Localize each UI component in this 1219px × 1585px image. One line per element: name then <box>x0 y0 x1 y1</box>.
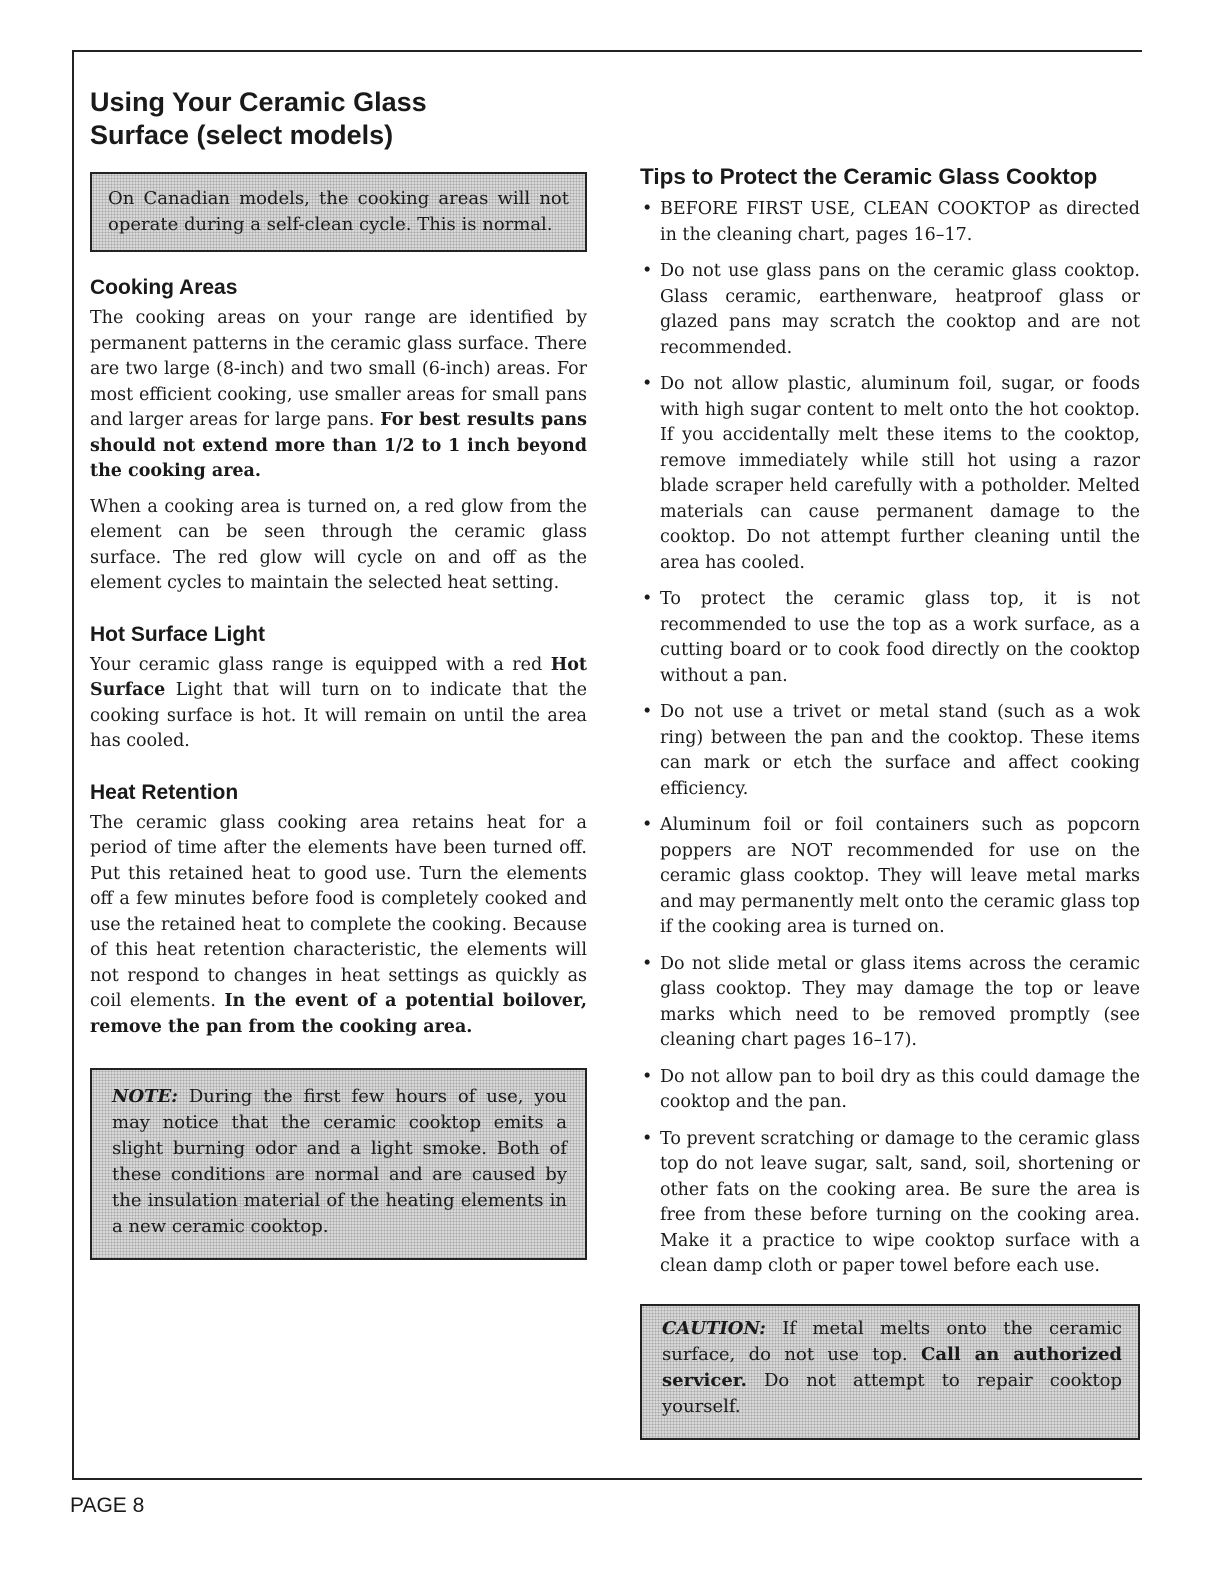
bullet-icon: • <box>642 1066 653 1087</box>
tips-list <box>640 197 1140 1280</box>
tips-heading: Tips to Protect the Ceramic Glass Cooktop <box>640 164 1098 189</box>
bullet-icon: • <box>642 261 653 281</box>
tip-item <box>640 587 1140 689</box>
tip-item <box>640 259 1140 361</box>
cooking-areas-bold-text: For best results pans should not extend more than 1/2 to 1 inch beyond the cooking area. <box>90 410 587 481</box>
hot-surface-bold: Hot Surface <box>90 654 587 700</box>
tip-text: Do not allow plastic, aluminum foil, sugar, or foods with high sugar content to melt onto the hot cooktop. If you accidentally melt these items to the cooktop, remove immediately while still hot using a razor blade scraper held carefully with a potholder. Melted materials can cause permanent damage to the cooktop. Do not attempt further cleaning until the area has cooled. <box>660 374 1140 573</box>
tip-item <box>640 813 1140 941</box>
heat-retention-text: The ceramic glass cooking area retains heat for a period of time after the elements have been turned off. Put this retained heat to good use. Turn the elements off a few minutes before food is completely cooked and use the retained heat to complete the cooking. Because of this heat retention characteristic, the elements will not respond to changes in heat settings as quickly as coil elements. <box>90 812 587 1011</box>
bullet-icon: • <box>642 953 653 974</box>
tip-text: Do not allow pan to boil dry as this could damage the cooktop and the pan. <box>660 1066 1140 1112</box>
note-label: NOTE: <box>112 1086 178 1107</box>
page-number: PAGE 8 <box>70 1494 145 1517</box>
cooking-areas-paragraph <box>90 306 587 485</box>
canadian-note-box <box>90 172 587 252</box>
tip-text: To prevent scratching or damage to the ceramic glass top do not leave sugar, salt, sand, soil, shortening or other fats on the cooking area. Be sure the area is free from these before turning on the cooking area. Make it a practice to wipe cooktop surface with a clean damp cloth or paper towel before each use. <box>660 1128 1140 1276</box>
tip-text: To protect the ceramic glass top, it is not recommended to use the top as a work surface, as a cutting board or to cook food directly on the cooktop without a pan. <box>660 589 1140 686</box>
tip-item <box>640 372 1140 576</box>
caution-box <box>640 1304 1140 1440</box>
bullet-icon: • <box>642 702 653 722</box>
caution-text-b: Do not attempt to repair cooktop yourself. <box>662 1369 1122 1417</box>
cooking-areas-text: The cooking areas on your range are identified by permanent patterns in the ceramic glass surface. There are two large (8-inch) and two small (6-inch) areas. For most efficient cooking, use smaller areas for small pans and larger areas for large pans. <box>90 308 587 430</box>
page-title: Using Your Ceramic Glass Surface (select models) <box>90 87 427 150</box>
heat-retention-heading: Heat Retention <box>90 780 239 804</box>
bullet-icon: • <box>642 374 653 394</box>
hot-surface-paragraph <box>90 653 587 755</box>
left-column <box>90 86 587 1282</box>
tip-item <box>640 700 1140 802</box>
bullet-icon: • <box>642 1128 653 1149</box>
tip-text: Do not slide metal or glass items across the ceramic glass cooktop. They may damage the top or leave marks which need to be removed promptly (see cleaning chart pages 16–17). <box>660 953 1140 1050</box>
note-box <box>90 1068 587 1260</box>
tip-item <box>640 197 1140 248</box>
bottom-rule <box>72 1478 1142 1480</box>
tip-item <box>640 952 1140 1054</box>
caution-bold: Call an authorized servicer. <box>662 1343 1122 1391</box>
right-column <box>640 162 1140 1462</box>
left-rule <box>72 50 74 1480</box>
caution-label: CAUTION: <box>662 1317 766 1339</box>
hot-surface-text-b: Light that will turn on to indicate that the cooking surface is hot. It will remain on until the area has cooled. <box>90 680 587 751</box>
tip-item <box>640 1065 1140 1116</box>
heat-retention-bold: In the event of a potential boilover, remove the pan from the cooking area. <box>90 991 587 1037</box>
hot-surface-text-a: Your ceramic glass range is equipped with a red <box>90 654 543 675</box>
bullet-icon: • <box>642 199 653 219</box>
tip-text: BEFORE FIRST USE, CLEAN COOKTOP as directed in the cleaning chart, pages 16–17. <box>660 199 1140 245</box>
top-rule <box>72 50 1142 52</box>
red-glow-paragraph: When a cooking area is turned on, a red glow from the element can be seen through the ceramic glass surface. The red glow will cycle on and off as the element cycles to maintain the selected heat setting. <box>90 496 587 593</box>
cooking-areas-heading: Cooking Areas <box>90 276 238 299</box>
hot-surface-heading: Hot Surface Light <box>90 622 266 646</box>
caution-text-a: If metal melts onto the ceramic surface, do not use top. <box>662 1317 1122 1365</box>
tip-text: Do not use glass pans on the ceramic glass cooktop. Glass ceramic, earthenware, heatproof glass or glazed pans may scratch the cooktop and are not recommended. <box>660 261 1140 358</box>
tip-text: Aluminum foil or foil containers such as popcorn poppers are NOT recommended for use on the ceramic glass cooktop. They will leave metal marks and may permanently melt onto the ceramic glass top if the cooking area is turned on. <box>660 815 1140 937</box>
tip-text: Do not use a trivet or metal stand (such as a wok ring) between the pan and the cooktop. These items can mark or etch the surface and affect cooking efficiency. <box>660 702 1140 799</box>
tip-item <box>640 1127 1140 1280</box>
canadian-note-text: On Canadian models, the cooking areas will not operate during a self-clean cycle. This is normal. <box>108 188 569 235</box>
bullet-icon: • <box>642 815 653 835</box>
heat-retention-paragraph <box>90 811 587 1041</box>
note-text: During the first few hours of use, you may notice that the ceramic cooktop emits a slight burning odor and a light smoke. Both of these conditions are normal and are caused by the insulation material of the heating elements in a new ceramic cooktop. <box>112 1086 568 1237</box>
bullet-icon: • <box>642 589 653 609</box>
